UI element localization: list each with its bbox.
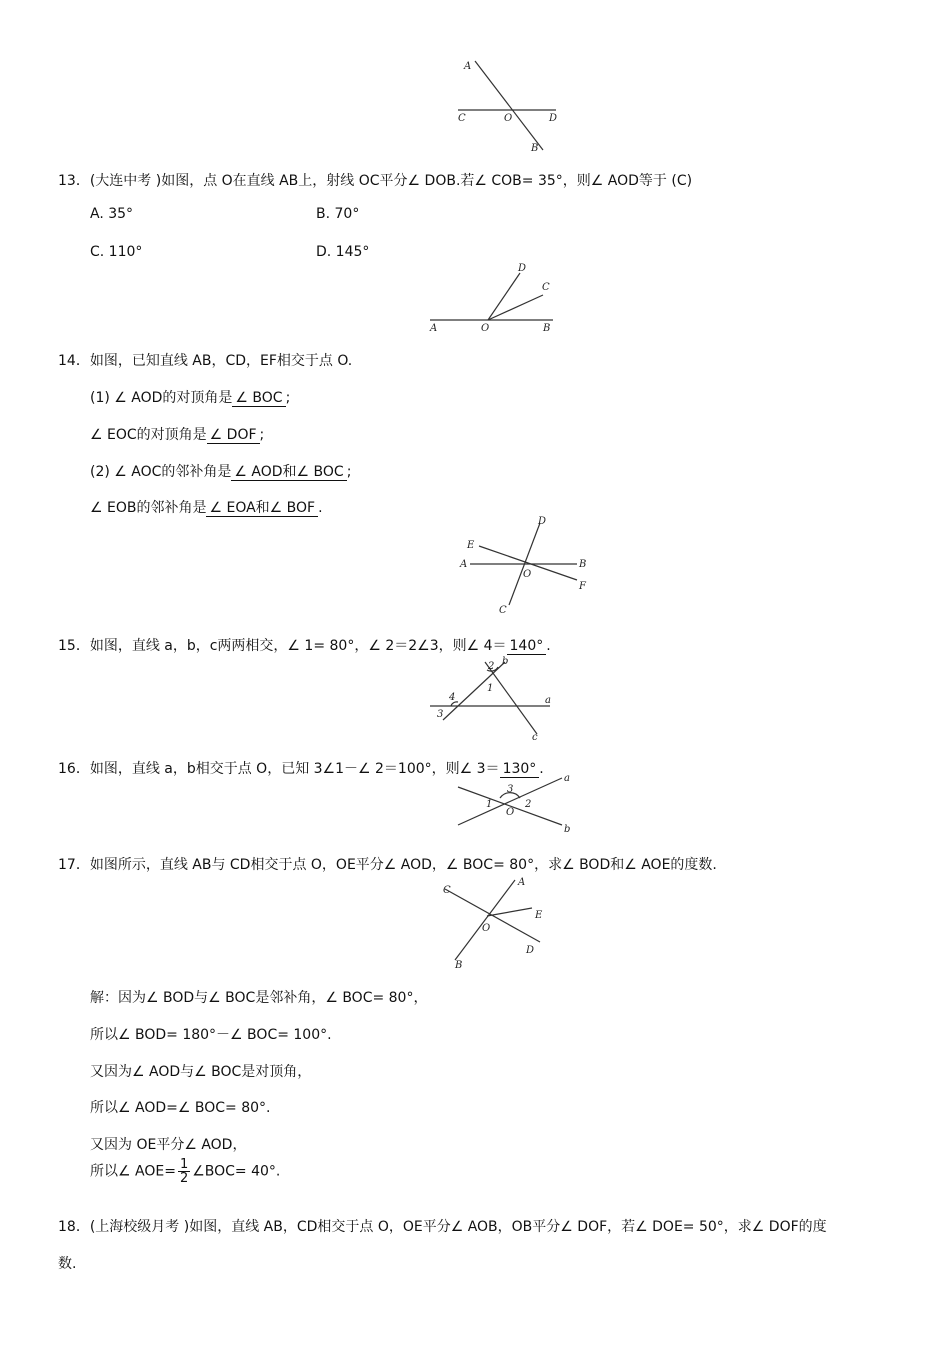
label-o: O: [481, 323, 490, 334]
label-e: E: [535, 910, 543, 921]
label-a: a: [545, 695, 551, 706]
label-a: a: [564, 773, 570, 784]
q13-option-b: B. 70°: [316, 206, 360, 222]
label-e: E: [467, 540, 475, 551]
q14-part1-line2: [90, 424, 264, 444]
q17-solution-3: 又因为∠ AOD与∠ BOC是对顶角，: [90, 1064, 312, 1080]
q18-stem-continued: 数.: [58, 1256, 77, 1272]
label-2: 2: [525, 799, 532, 810]
label-1: 1: [487, 683, 494, 694]
q14-l4-end: .: [318, 500, 323, 516]
figure-q12: [450, 55, 570, 155]
line-ab: [455, 880, 515, 960]
q15-end: .: [546, 638, 551, 654]
figure-q14: [455, 513, 595, 623]
figure-q15: [425, 652, 565, 744]
q17-s6-rest: ∠BOC= 40°.: [192, 1163, 281, 1180]
q14-l2-answer: ∠ DOF: [207, 427, 260, 444]
label-a: A: [464, 61, 472, 72]
q17-solution-4: 所以∠ AOD=∠ BOC= 80°.: [90, 1100, 271, 1116]
label-o: O: [504, 113, 513, 124]
label-c: C: [499, 605, 507, 616]
q17-stem: 17．如图所示，直线 AB与 CD相交于点 O，OE平分∠ AOD，∠ BOC= 80°，求∠ BOD和∠ AOE的度数.: [58, 857, 717, 873]
q14-part2-line1: [90, 461, 351, 481]
q17-s6-text: 所以∠ AOE=: [90, 1163, 176, 1180]
label-c: C: [458, 113, 466, 124]
label-b: B: [531, 143, 539, 154]
fraction-numerator: 1: [179, 1157, 189, 1172]
q13-stem: 13．(大连中考 )如图，点 O在直线 AB上，射线 OC平分∠ DOB.若∠ COB= 35°，则∠ AOD等于 (C): [58, 173, 693, 189]
q17-solution-5: 又因为 OE平分∠ AOD，: [90, 1137, 247, 1153]
fraction-one-half: [178, 1158, 190, 1185]
q14-l2-end: ;: [259, 427, 265, 443]
label-b: B: [579, 559, 587, 570]
label-f: F: [579, 581, 586, 592]
q17-solution-6: [90, 1158, 280, 1185]
q14-l1-text: (1) ∠ AOD的对顶角是: [90, 390, 233, 406]
q14-l3-text: (2) ∠ AOC的邻补角是: [90, 464, 232, 480]
q14-l4-text: ∠ EOB的邻补角是: [90, 500, 207, 516]
q15-text: 15．如图，直线 a，b，c两两相交，∠ 1= 80°，∠ 2＝2∠3，则∠ 4＝: [58, 638, 507, 654]
q13-option-c: C. 110°: [90, 244, 143, 260]
q14-stem: 14．如图，已知直线 AB，CD，EF相交于点 O.: [58, 353, 353, 369]
label-a: A: [460, 559, 468, 570]
label-b: B: [543, 323, 551, 334]
label-c: C: [443, 885, 451, 896]
q18-stem: 18．(上海校级月考 )如图，直线 AB，CD相交于点 O，OE平分∠ AOB，OB平分∠ DOF，若∠ DOE= 50°，求∠ DOF的度: [58, 1219, 827, 1235]
label-d: D: [538, 516, 547, 527]
q14-l1-end: ;: [285, 390, 291, 406]
label-1: 1: [486, 799, 493, 810]
line-c: [485, 662, 537, 734]
label-b: B: [455, 960, 463, 971]
label-d: D: [549, 113, 558, 124]
label-2: 2: [488, 661, 495, 672]
label-a: A: [430, 323, 438, 334]
q14-l1-answer: ∠ BOC: [232, 390, 285, 407]
label-4: 4: [449, 692, 456, 703]
figure-q13: [425, 260, 565, 335]
q17-solution-2: 所以∠ BOD= 180°－∠ BOC= 100°.: [90, 1027, 332, 1043]
label-b: b: [564, 824, 571, 835]
q14-part2-line2: [90, 497, 323, 517]
q14-l3-answer: ∠ AOD和∠ BOC: [231, 464, 346, 481]
label-o: O: [506, 807, 515, 818]
figure-q17: [435, 872, 560, 972]
label-a: A: [518, 877, 526, 888]
line-ab: [475, 61, 543, 150]
q14-part1-line1: [90, 387, 290, 407]
q15-answer: 140°: [507, 638, 547, 655]
label-3: 3: [437, 709, 444, 720]
q14-l2-text: ∠ EOC的对顶角是: [90, 427, 207, 443]
q13-option-d: D. 145°: [316, 244, 370, 260]
figure-q16: [450, 770, 590, 840]
fraction-denominator: 2: [179, 1171, 189, 1186]
label-3: 3: [507, 784, 514, 795]
line-b: [443, 662, 505, 720]
q17-solution-1: 解：因为∠ BOD与∠ BOC是邻补角，∠ BOC= 80°，: [90, 990, 428, 1006]
label-c: c: [532, 732, 538, 743]
q13-option-a: A. 35°: [90, 206, 134, 222]
label-d: D: [526, 945, 535, 956]
label-b: b: [502, 656, 509, 667]
label-o: O: [523, 569, 532, 580]
label-c: C: [542, 282, 550, 293]
q16-text: 16．如图，直线 a，b相交于点 O，已知 3∠1－∠ 2＝100°，则∠ 3＝: [58, 761, 500, 777]
q14-l3-end: ;: [346, 464, 352, 480]
label-d: D: [518, 263, 527, 274]
q16-end: .: [539, 761, 544, 777]
label-o: O: [482, 923, 491, 934]
q16-answer: 130°: [500, 761, 540, 778]
q14-l4-answer: ∠ EOA和∠ BOF: [206, 500, 318, 517]
